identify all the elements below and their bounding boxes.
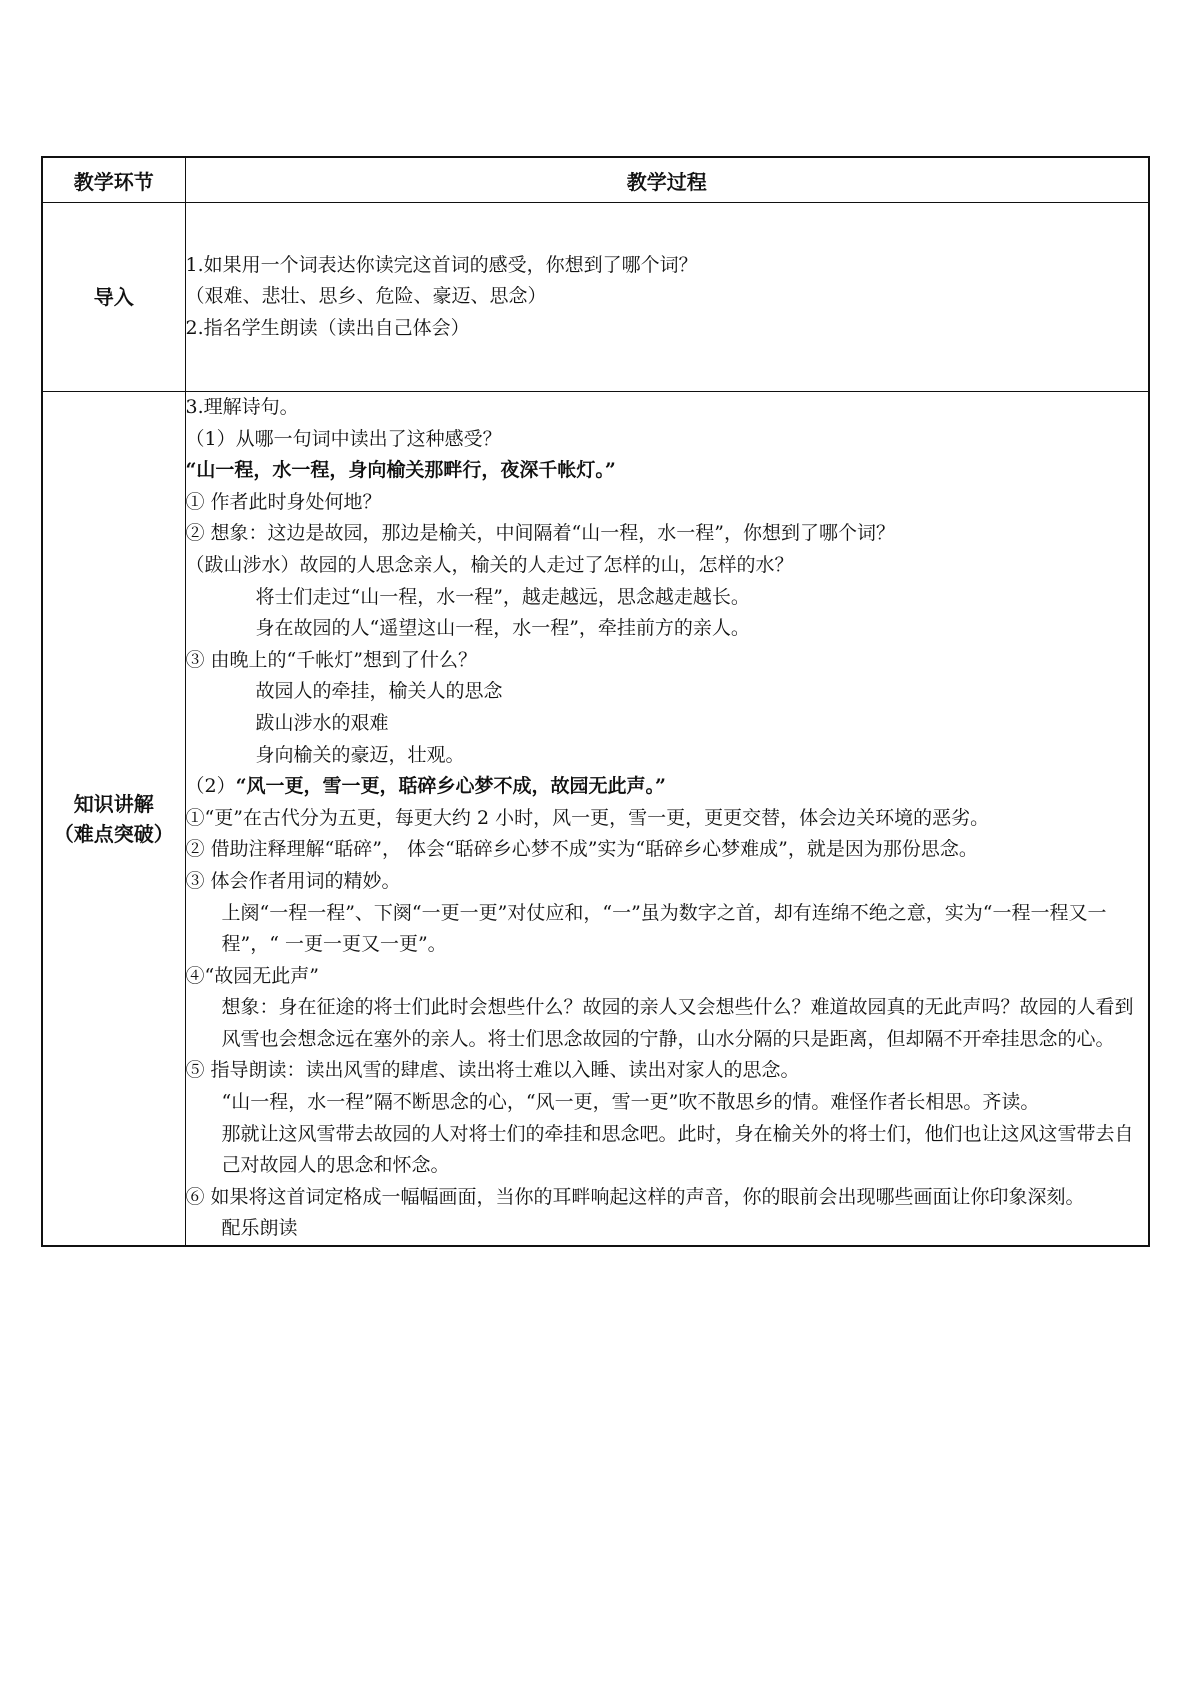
content-line: 想象：身在征途的将士们此时会想些什么？故园的亲人又会想些什么？难道故园真的无此声吗？故园的人看到风雪也会想念远在塞外的亲人。将士们思念故园的宁静，山水分隔的只是距离，但却隔不开牵挂思念的心。 — [221, 996, 1134, 1050]
content-line: ② 借助注释理解“聒碎”， 体会“聒碎乡心梦不成”实为“聒碎乡心梦难成”，就是因为那份思念。 — [185, 838, 978, 861]
content-line: 身向榆关的豪迈，壮观。 — [255, 743, 465, 766]
process-cell-intro — [185, 203, 1149, 392]
section-number: （2） — [185, 775, 236, 798]
content-line: ④“故园无此声” — [185, 964, 319, 987]
quoted-verse-1: “山一程，水一程，身向榆关那畔行，夜深千帐灯。” — [185, 459, 616, 482]
content-line: 上阕“一程一程”、下阕“一更一更”对仗应和，“一”虽为数字之首，却有连绵不绝之意，实为“一程一程又一程”，“ 一更一更又一更”。 — [221, 901, 1107, 956]
table-row-intro — [42, 203, 1149, 392]
table-row-knowledge — [42, 392, 1149, 1247]
intro-line-2: （艰难、悲壮、思乡、危险、豪迈、思念） — [185, 285, 547, 308]
lesson-plan-table — [41, 156, 1150, 1247]
content-line: ⑤ 指导朗读：读出风雪的肆虐、读出将士难以入睡、读出对家人的思念。 — [185, 1059, 800, 1082]
process-cell-knowledge — [185, 392, 1149, 1247]
content-line: 将士们走过“山一程，水一程”，越走越远，思念越走越长。 — [255, 585, 750, 608]
content-line: ① 作者此时身处何地？ — [185, 490, 382, 513]
stage-cell-intro: 导入 — [42, 203, 185, 392]
intro-line-3: 2.指名学生朗读（读出自己体会） — [185, 316, 470, 339]
content-line: （1）从哪一句词中读出了这种感受？ — [185, 427, 502, 450]
stage-cell-knowledge — [42, 392, 185, 1247]
content-line: ③ 由晚上的“千帐灯”想到了什么？ — [185, 648, 477, 671]
content-line: 身在故园的人“遥望这山一程，水一程”，牵挂前方的亲人。 — [255, 617, 750, 640]
table-header-row — [42, 157, 1149, 203]
stage-label-difficulty: （难点突破） — [53, 821, 174, 846]
content-line: 那就让这风雪带去故园的人对将士们的牵挂和思念吧。此时，身在榆关外的将士们，他们也让这风这雪带去自己对故园人的思念和怀念。 — [221, 1122, 1134, 1177]
process-column-header: 教学过程 — [185, 157, 1149, 203]
stage-label-knowledge: 知识讲解 — [73, 791, 154, 816]
stage-column-header: 教学环节 — [42, 157, 185, 203]
content-line: 3.理解诗句。 — [185, 396, 299, 418]
content-line: “山一程，水一程”隔不断思念的心，“风一更，雪一更”吹不散思乡的情。难怪作者长相思。齐读。 — [221, 1091, 1040, 1114]
content-line: 配乐朗读 — [221, 1217, 298, 1240]
quoted-verse-2: “风一更，雪一更，聒碎乡心梦不成，故园无此声。” — [235, 775, 666, 798]
content-line: 跋山涉水的艰难 — [255, 711, 389, 734]
content-line: （跋山涉水）故园的人思念亲人，榆关的人走过了怎样的山，怎样的水？ — [185, 553, 794, 576]
content-line: ③ 体会作者用词的精妙。 — [185, 869, 401, 892]
content-line: ② 想象：这边是故园，那边是榆关，中间隔着“山一程，水一程”，你想到了哪个词？ — [185, 522, 895, 545]
content-line: 故园人的牵挂，榆关人的思念 — [255, 680, 503, 703]
content-line: ⑥ 如果将这首词定格成一幅幅画面，当你的耳畔响起这样的声音，你的眼前会出现哪些画面让你印象深刻。 — [185, 1185, 1085, 1208]
content-line — [186, 771, 1149, 803]
intro-line-1: 1.如果用一个词表达你读完这首词的感受，你想到了哪个词？ — [185, 253, 698, 276]
content-line: ①“更”在古代分为五更，每更大约 2 小时，风一更，雪一更，更更交替，体会边关环境的恶劣。 — [185, 806, 990, 829]
